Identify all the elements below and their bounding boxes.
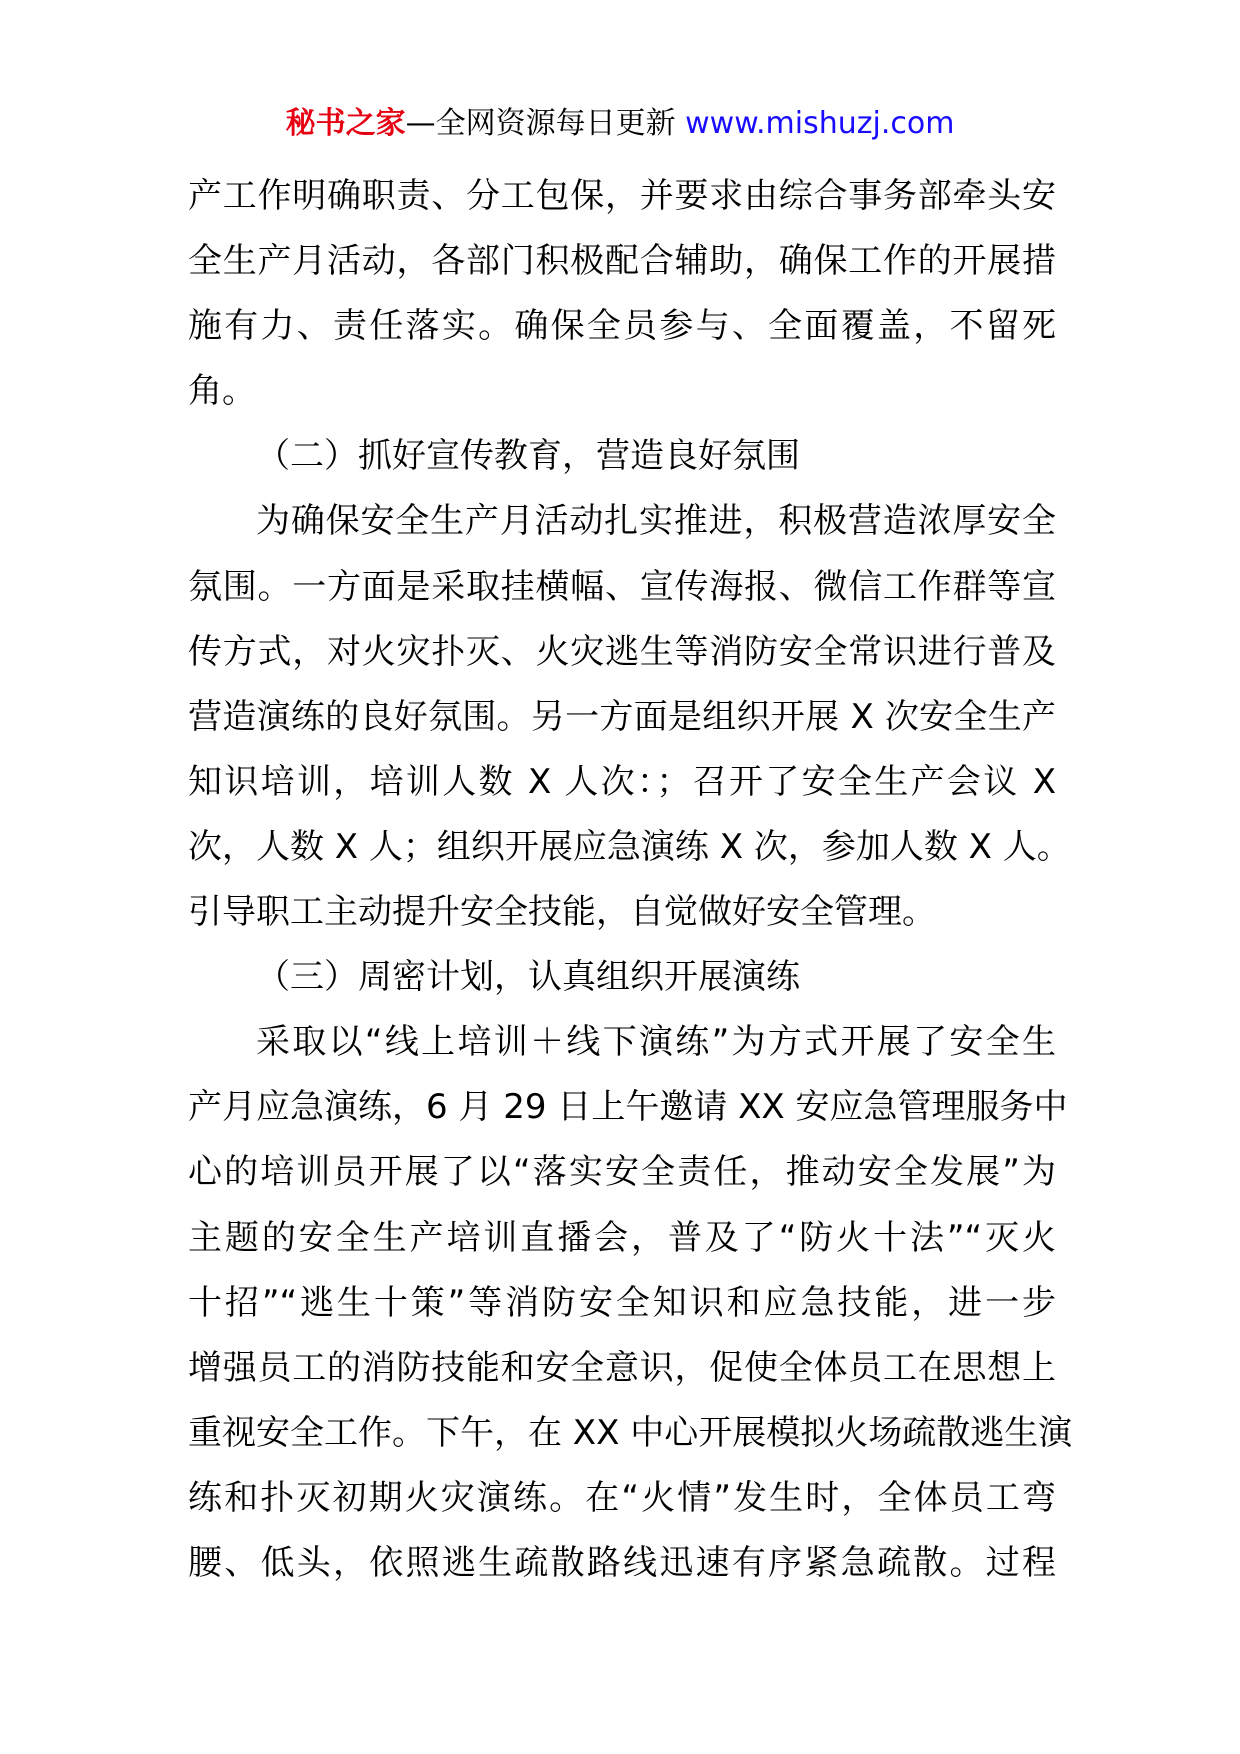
paragraph-line: 施有力、责任落实。确保全员参与、全面覆盖，不留死 — [188, 306, 1056, 347]
brand-name: 秘书之家 — [285, 106, 406, 141]
paragraph-line: 全生产月活动，各部门积极配合辅助，确保工作的开展措 — [188, 241, 1056, 282]
paragraph-line: 营造演练的良好氛围。另一方面是组织开展 X 次安全生产 — [188, 696, 1056, 737]
paragraph-line: 心的培训员开展了以“落实安全责任，推动安全发展”为 — [188, 1152, 1056, 1193]
paragraph-line: 十招”“逃生十策”等消防安全知识和应急技能，进一步 — [188, 1282, 1056, 1323]
section-heading: （二）抓好宣传教育，营造良好氛围 — [256, 436, 800, 477]
paragraph-line: 重视安全工作。下午，在 XX 中心开展模拟火场疏散逃生演 — [188, 1412, 1073, 1453]
paragraph-line: 产工作明确职责、分工包保，并要求由综合事务部牵头安 — [188, 176, 1056, 216]
paragraph-line: 氛围。一方面是采取挂横幅、宣传海报、微信工作群等宣 — [188, 566, 1056, 607]
paragraph-line: 主题的安全生产培训直播会，普及了“防火十法”“灭火 — [188, 1217, 1056, 1258]
site-header — [0, 104, 1240, 144]
paragraph-line: 角。 — [188, 371, 256, 412]
section-heading: （三）周密计划，认真组织开展演练 — [256, 957, 800, 998]
paragraph-line: 为确保安全生产月活动扎实推进，积极营造浓厚安全 — [256, 501, 1056, 542]
header-tagline: —全网资源每日更新 — [405, 106, 676, 141]
paragraph-line: 传方式，对火灾扑灭、火灾逃生等消防安全常识进行普及 — [188, 631, 1056, 672]
paragraph-line: 引导职工主动提升安全技能，自觉做好安全管理。 — [188, 892, 936, 933]
site-url-link[interactable]: www.mishuzj.com — [685, 106, 955, 141]
paragraph-line: 知识培训，培训人数 X 人次：；召开了安全生产会议 X — [188, 761, 1056, 802]
paragraph-line: 次，人数 X 人；组织开展应急演练 X 次，参加人数 X 人。 — [188, 826, 1071, 867]
paragraph-line: 采取以“线上培训＋线下演练”为方式开展了安全生 — [256, 1022, 1056, 1063]
document-body — [188, 164, 1073, 1596]
paragraph-line: 练和扑灭初期火灾演练。在“火情”发生时，全体员工弯 — [188, 1477, 1056, 1518]
paragraph-line: 腰、低头，依照逃生疏散路线迅速有序紧急疏散。过程 — [188, 1542, 1056, 1583]
paragraph-line: 产月应急演练，6 月 29 日上午邀请 XX 安应急管理服务中 — [188, 1087, 1068, 1128]
paragraph-line: 增强员工的消防技能和安全意识，促使全体员工在思想上 — [188, 1347, 1056, 1388]
